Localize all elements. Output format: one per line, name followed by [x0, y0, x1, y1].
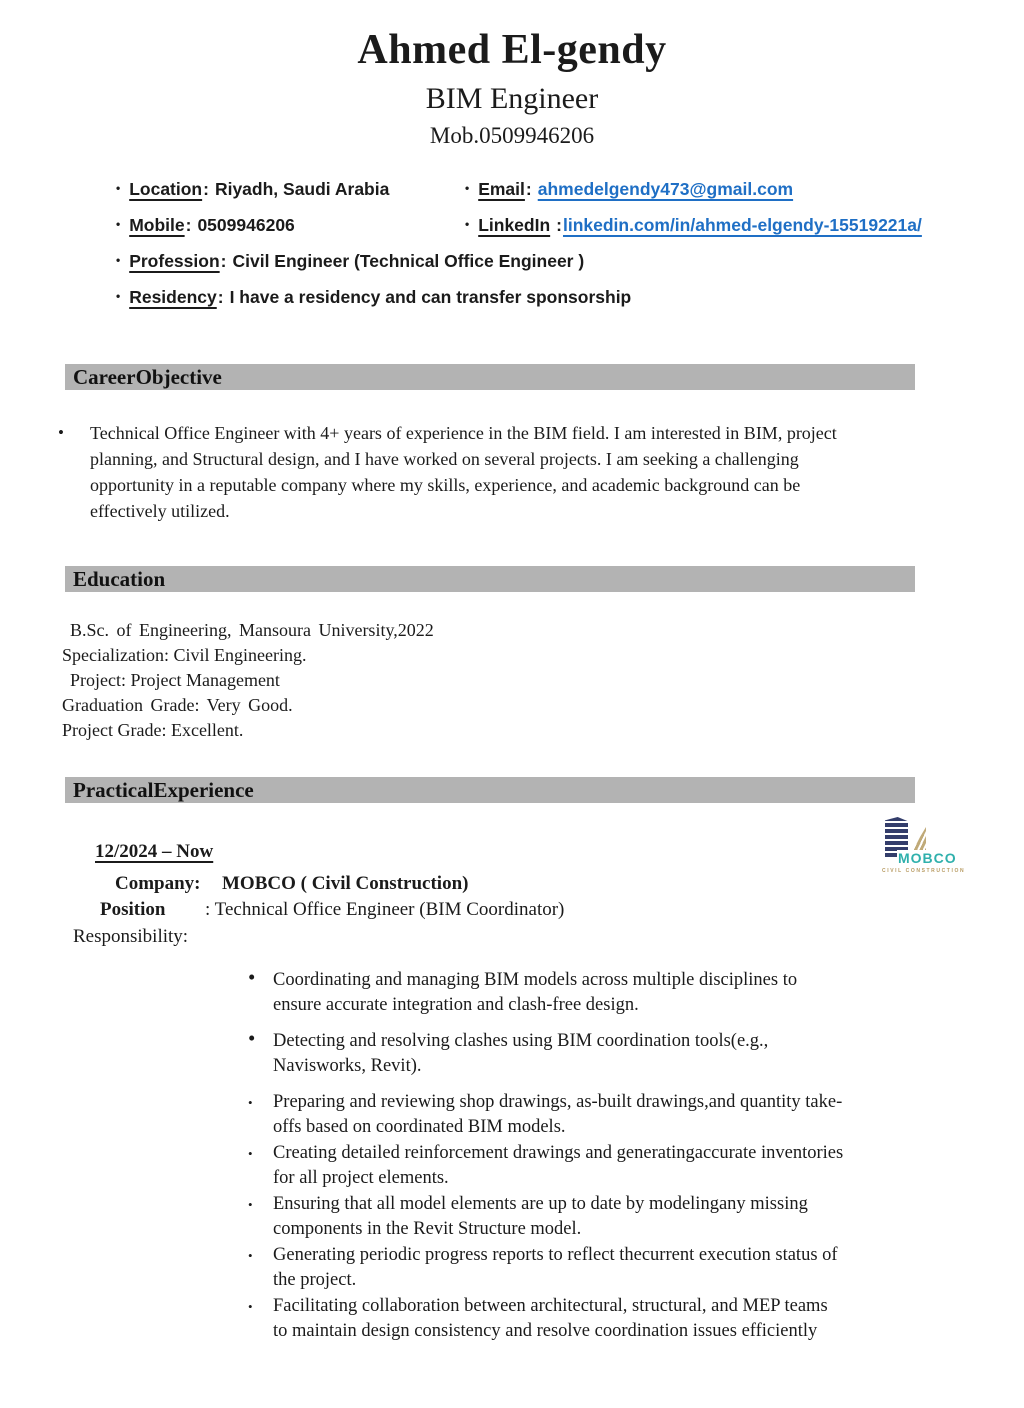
bullet-icon: •	[116, 289, 121, 303]
contact-location: • Location: Riyadh, Saudi Arabia	[116, 179, 390, 199]
contact-info	[116, 179, 926, 308]
bullet-icon: •	[465, 217, 470, 231]
list-item: • Facilitating collaboration between architectural, structural, and MEP teams to maintain design consistency and resolve coordination issues efficiently	[248, 1296, 828, 1341]
list-item: • Generating periodic progress reports to reflect thecurrent execution status of the project.	[248, 1245, 838, 1290]
contact-label: Mobile	[129, 215, 185, 235]
bullet-icon: •	[248, 965, 256, 989]
bullet-icon: •	[248, 1095, 253, 1110]
email-link[interactable]: ahmedelgendy473@gmail.com	[537, 179, 794, 199]
contact-label: LinkedIn	[478, 215, 551, 235]
bullet-icon: •	[248, 1026, 256, 1050]
contact-label: Residency	[129, 287, 217, 307]
contact-residency: • Residency: I have a residency and can transfer sponsorship	[116, 287, 632, 307]
responsibility-label: Responsibility:	[73, 926, 189, 947]
contact-label: Email	[478, 179, 525, 199]
bullet-icon: •	[116, 181, 121, 195]
section-heading-career-objective: CareerObjective	[65, 364, 915, 390]
bullet-icon: •	[248, 1197, 253, 1212]
education-project-grade-line: Project Grade: Excellent.	[62, 720, 244, 740]
mobile-number-line: Mob.0509946206	[429, 123, 595, 148]
contact-value: Riyadh, Saudi Arabia	[214, 179, 390, 199]
company-value: MOBCO ( Civil Construction)	[222, 873, 469, 894]
section-heading-practical-experience: PracticalExperience	[65, 777, 915, 803]
experience-period: 12/2024 – Now	[95, 841, 214, 862]
career-objective-paragraph	[58, 420, 1024, 524]
linkedin-link[interactable]: linkedin.com/in/ahmed-elgendy-15519221a/	[562, 215, 922, 235]
bullet-icon: •	[248, 1146, 253, 1161]
education-details	[62, 618, 1024, 743]
logo-subtext: CIVIL CONSTRUCTION	[882, 868, 966, 874]
contact-value: Civil Engineer (Technical Office Engineer )	[232, 251, 585, 271]
resume-header	[0, 0, 1024, 149]
list-item: • Creating detailed reinforcement drawings and generatingaccurate inventories for all project elements.	[248, 1143, 844, 1188]
contact-value: I have a residency and can transfer sponsorship	[229, 287, 632, 307]
responsibility-list	[246, 965, 846, 1344]
bullet-icon: •	[248, 1248, 253, 1263]
education-project-line: Project: Project Management	[70, 670, 280, 690]
position-label: Position	[100, 899, 166, 920]
experience-position-row	[100, 899, 1024, 921]
section-heading-education: Education	[65, 566, 915, 592]
education-degree-line: B.Sc. of Engineering, Mansoura University,2022	[70, 620, 434, 640]
list-item: • Preparing and reviewing shop drawings, as-built drawings,and quantity take-offs based on coordinated BIM models.	[248, 1092, 843, 1137]
bullet-icon: •	[116, 253, 121, 267]
bullet-icon: •	[465, 181, 470, 195]
contact-profession: • Profession: Civil Engineer (Technical Office Engineer )	[116, 251, 585, 271]
contact-value: 0509946206	[197, 215, 295, 235]
contact-mobile: • Mobile: 0509946206	[116, 215, 295, 235]
education-specialization-line: Specialization: Civil Engineering.	[62, 645, 307, 665]
person-job-title: BIM Engineer	[425, 82, 599, 115]
contact-label: Profession	[129, 251, 220, 271]
position-value: : Technical Office Engineer (BIM Coordinator)	[205, 899, 565, 920]
list-item: • Ensuring that all model elements are up to date by modelingany missing components in the Revit Structure model.	[248, 1194, 808, 1239]
bullet-icon: •	[248, 1299, 253, 1314]
logo-wordmark: MOBCO	[898, 850, 957, 866]
mobco-company-logo	[880, 814, 966, 878]
bullet-icon: •	[58, 423, 64, 442]
company-label: Company:	[115, 873, 201, 894]
list-item: • Detecting and resolving clashes using BIM coordination tools(e.g., Navisworks, Revit).	[248, 1026, 769, 1076]
education-grade-line: Graduation Grade: Very Good.	[62, 695, 293, 715]
career-objective-text: Technical Office Engineer with 4+ years of experience in the BIM field. I am interested in BIM, project planning, and Structural design, and I have worked on several projects. I am seeking a challenging opportunity in a reputable company where my skills, experience, and academic background can be effectively utilized.	[90, 423, 837, 521]
contact-linkedin: • LinkedIn :linkedin.com/in/ahmed-elgendy-15519221a/	[465, 215, 922, 235]
contact-label: Location	[129, 179, 203, 199]
bullet-icon: •	[116, 217, 121, 231]
list-item: • Coordinating and managing BIM models across multiple disciplines to ensure accurate integration and clash-free design.	[248, 965, 798, 1015]
contact-email: • Email: ahmedelgendy473@gmail.com	[465, 179, 794, 199]
person-name: Ahmed El-gendy	[357, 27, 667, 73]
